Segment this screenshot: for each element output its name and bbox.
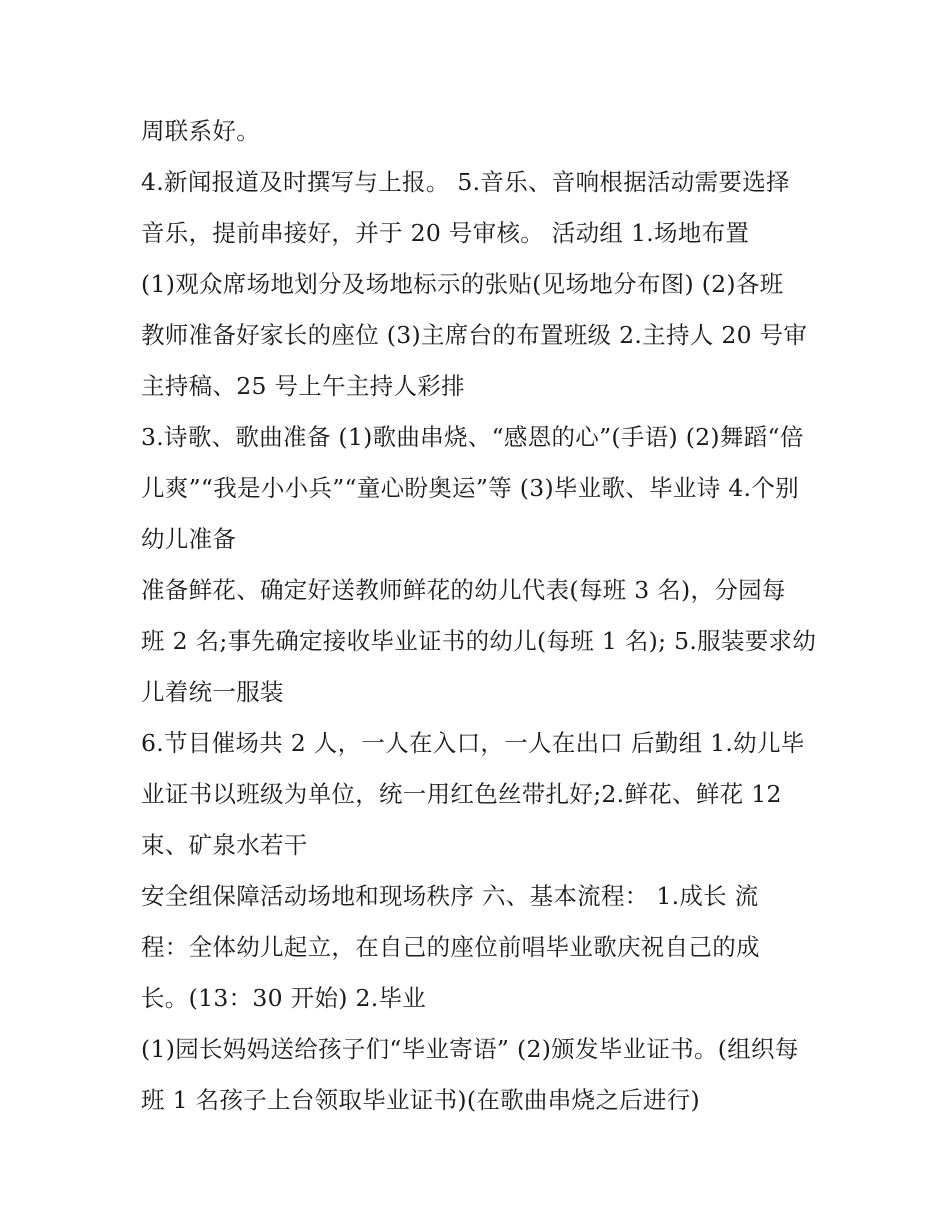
text-line: 音乐，提前串接好，并于 20 号审核。 活动组 1.场地布置: [141, 219, 750, 247]
text-line: 准备鲜花、确定好送教师鲜花的幼儿代表(每班 3 名)，分园每: [141, 576, 786, 604]
text-line: 班 2 名;事先确定接收毕业证书的幼儿(每班 1 名); 5.服装要求幼: [141, 627, 817, 655]
text-line: 儿爽”“我是小小兵”“童心盼奥运”等 (3)毕业歌、毕业诗 4.个别: [141, 474, 799, 502]
text-line: 班 1 名孩子上台领取毕业证书)(在歌曲串烧之后进行): [141, 1086, 700, 1114]
text-line: 6.节目催场共 2 人，一人在入口，一人在出口 后勤组 1.幼儿毕: [141, 729, 805, 757]
text-line: (1)观众席场地划分及场地标示的张贴(见场地分布图) (2)各班: [141, 270, 784, 298]
text-line: 程：全体幼儿起立，在自己的座位前唱毕业歌庆祝自己的成: [141, 933, 760, 961]
text-line: 教师准备好家长的座位 (3)主席台的布置班级 2.主持人 20 号审: [141, 321, 808, 349]
text-line: 儿着统一服装: [141, 678, 284, 706]
text-line: 安全组保障活动场地和现场秩序 六、基本流程： 1.成长 流: [141, 882, 759, 910]
text-line: 3.诗歌、歌曲准备 (1)歌曲串烧、“感恩的心”(手语) (2)舞蹈“倍: [141, 423, 804, 451]
text-line: 主持稿、25 号上午主持人彩排: [141, 372, 465, 400]
text-line: (1)园长妈妈送给孩子们“毕业寄语” (2)颁发毕业证书。(组织每: [141, 1035, 799, 1063]
document-body: [141, 106, 821, 1126]
text-line: 束、矿泉水若干: [141, 831, 308, 859]
text-line: 幼儿准备: [141, 525, 237, 553]
text-line: 业证书以班级为单位，统一用红色丝带扎好;2.鲜花、鲜花 12: [141, 780, 782, 808]
text-line: 长。(13：30 开始) 2.毕业: [141, 984, 427, 1012]
text-line: 周联系好。: [141, 117, 260, 145]
text-line: 4.新闻报道及时撰写与上报。 5.音乐、音响根据活动需要选择: [141, 168, 790, 196]
